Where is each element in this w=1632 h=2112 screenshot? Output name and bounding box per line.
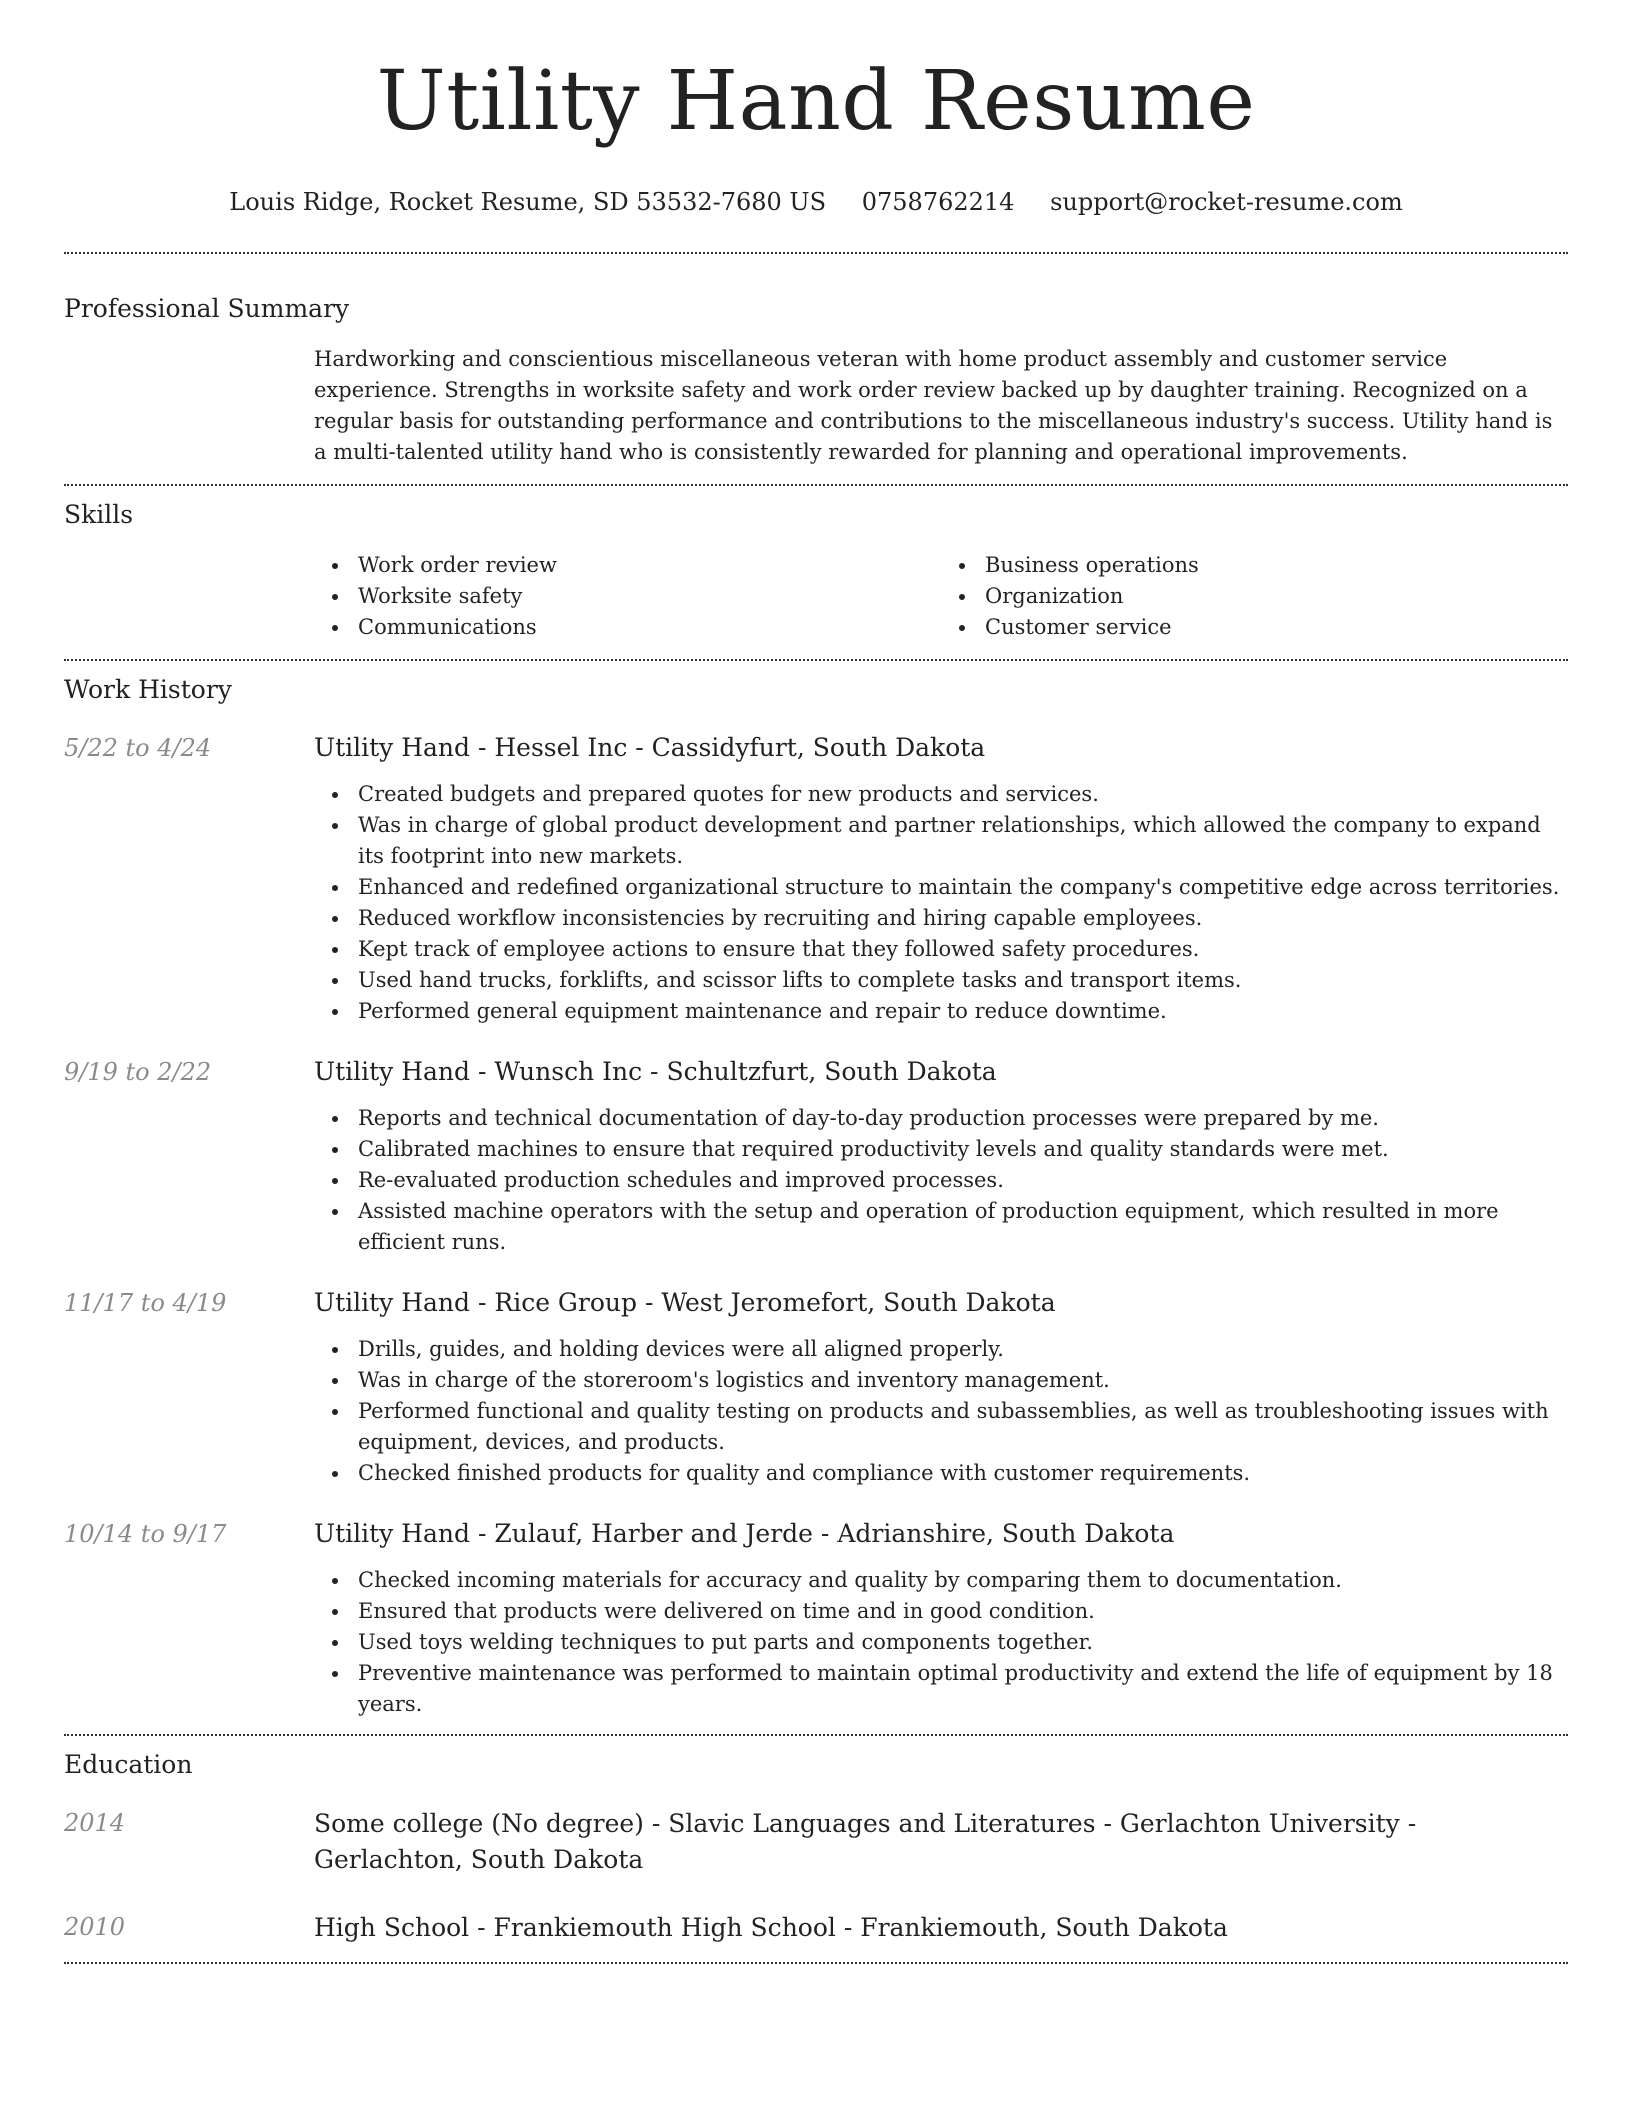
skill-item: Work order review [314,550,941,581]
contact-email: support@rocket-resume.com [1050,188,1403,216]
job-bullet: Drills, guides, and holding devices were all aligned properly. [314,1334,1568,1365]
job-dates: 10/14 to 9/17 [64,1520,227,1548]
education-title: Some college (No degree) - Slavic Languages and Literatures - Gerlachton University - Gerlachton, South Dakota [314,1809,1417,1874]
job-dates: 9/19 to 2/22 [64,1058,212,1086]
skills-section [64,498,1568,643]
divider [64,484,1568,486]
job-bullet: Performed general equipment maintenance and repair to reduce downtime. [314,996,1568,1027]
job-bullet: Re-evaluated production schedules and improved processes. [314,1165,1568,1196]
skill-item: Customer service [941,612,1568,643]
job-title: Utility Hand - Wunsch Inc - Schultzfurt, South Dakota [314,1057,997,1086]
job-bullet: Preventive maintenance was performed to maintain optimal productivity and extend the life of equipment by 18 years. [314,1658,1568,1720]
skills-heading: Skills [64,500,134,529]
job-dates: 11/17 to 4/19 [64,1289,227,1317]
summary-section [64,292,1568,468]
divider [64,1734,1568,1736]
skills-list-left [314,550,941,643]
summary-text: Hardworking and conscientious miscellaneous veteran with home product assembly and customer service experience. Strengths in worksite safety and work order review backed up by daughter training. Recognized on a regular basis for outstanding performance and contributions to the miscellaneous industry's success. Utility hand is a multi-talented utility hand who is consistently rewarded for planning and operational improvements. [314,347,1553,464]
work-history-heading: Work History [64,675,232,704]
skill-item: Communications [314,612,941,643]
skill-item: Organization [941,581,1568,612]
job-dates: 5/22 to 4/24 [64,734,212,762]
job-bullets [314,779,1568,1027]
contact-line [64,186,1568,218]
education-year: 2014 [64,1809,126,1837]
job-bullet: Used toys welding techniques to put parts and components together. [314,1627,1568,1658]
education-year: 2010 [64,1913,126,1941]
job-entry [64,1055,1568,1258]
contact-phone: 0758762214 [861,188,1015,216]
education-entry [64,1910,1568,1946]
job-bullets [314,1103,1568,1258]
job-entry [64,1286,1568,1489]
job-title: Utility Hand - Rice Group - West Jeromefort, South Dakota [314,1288,1056,1317]
education-title: High School - Frankiemouth High School - Frankiemouth, South Dakota [314,1913,1228,1942]
work-history-section [64,673,1568,1720]
skill-item: Worksite safety [314,581,941,612]
job-bullet: Checked finished products for quality and compliance with customer requirements. [314,1458,1568,1489]
divider [64,659,1568,661]
job-bullet: Calibrated machines to ensure that required productivity levels and quality standards were met. [314,1134,1568,1165]
skill-item: Business operations [941,550,1568,581]
job-bullet: Reduced workflow inconsistencies by recruiting and hiring capable employees. [314,903,1568,934]
job-bullet: Performed functional and quality testing on products and subassemblies, as well as troubleshooting issues with equipment, devices, and products. [314,1396,1568,1458]
divider [64,1962,1568,1964]
job-bullet: Enhanced and redefined organizational structure to maintain the company's competitive edge across territories. [314,872,1568,903]
education-entry [64,1806,1568,1878]
education-heading: Education [64,1750,193,1779]
job-bullet: Created budgets and prepared quotes for new products and services. [314,779,1568,810]
job-bullet: Was in charge of the storeroom's logistics and inventory management. [314,1365,1568,1396]
job-bullet: Ensured that products were delivered on time and in good condition. [314,1596,1568,1627]
job-entry [64,1517,1568,1720]
job-bullet: Kept track of employee actions to ensure that they followed safety procedures. [314,934,1568,965]
contact-address: Louis Ridge, Rocket Resume, SD 53532-7680 US [229,188,827,216]
job-title: Utility Hand - Hessel Inc - Cassidyfurt, South Dakota [314,733,986,762]
job-bullet: Used hand trucks, forklifts, and scissor lifts to complete tasks and transport items. [314,965,1568,996]
job-entry [64,731,1568,1027]
education-section [64,1748,1568,1946]
skills-list-right [941,550,1568,643]
divider [64,252,1568,254]
job-bullets [314,1565,1568,1720]
summary-heading: Professional Summary [64,294,350,323]
job-bullet: Checked incoming materials for accuracy and quality by comparing them to documentation. [314,1565,1568,1596]
resume-title: Utility Hand Resume [376,54,1256,149]
job-title: Utility Hand - Zulauf, Harber and Jerde - Adrianshire, South Dakota [314,1519,1175,1548]
job-bullet: Was in charge of global product development and partner relationships, which allowed the company to expand its footprint into new markets. [314,810,1568,872]
job-bullet: Reports and technical documentation of day-to-day production processes were prepared by me. [314,1103,1568,1134]
job-bullet: Assisted machine operators with the setup and operation of production equipment, which resulted in more efficient runs. [314,1196,1568,1258]
job-bullets [314,1334,1568,1489]
